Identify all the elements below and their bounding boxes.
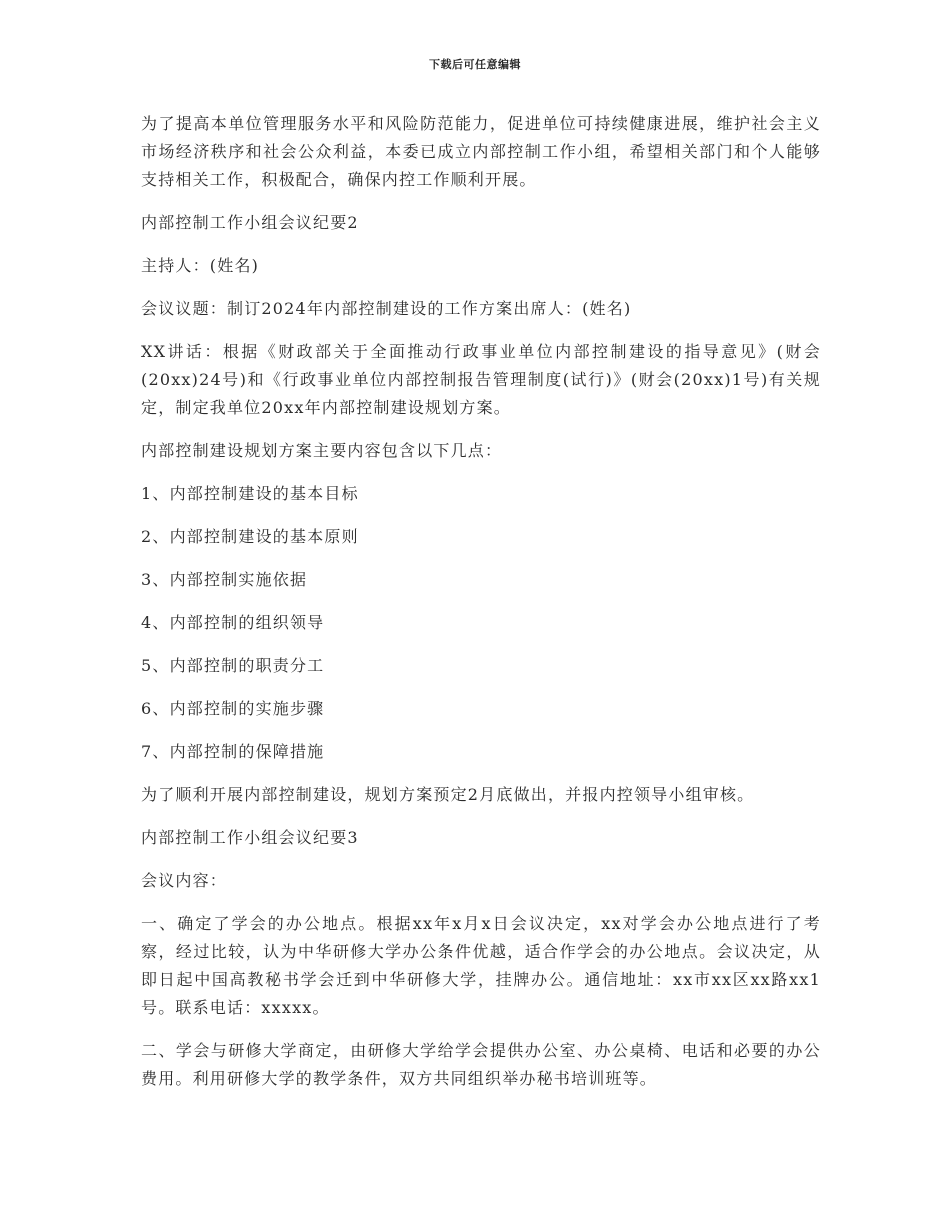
plan-items-list (141, 480, 821, 766)
list-item: 4、内部控制的组织领导 (141, 613, 325, 632)
host-line: 主持人：(姓名) (141, 256, 260, 275)
list-item: 6、内部控制的实施步骤 (141, 699, 325, 718)
point-two-paragraph: 二、学会与研修大学商定，由研修大学给学会提供办公室、办公桌椅、电话和必要的办公费用。利用研修大学的教学条件，双方共同组织举办秘书培训班等。 (141, 1041, 821, 1088)
topic-line: 会议议题：制订2024年内部控制建设的工作方案出席人：(姓名) (141, 299, 632, 318)
list-item: 1、内部控制建设的基本目标 (141, 484, 359, 503)
content-label: 会议内容： (141, 871, 228, 890)
plan-paragraph: 为了顺利开展内部控制建设，规划方案预定2月底做出，并报内控领导小组审核。 (141, 785, 755, 804)
speech-paragraph: XX讲话：根据《财政部关于全面推动行政事业单位内部控制建设的指导意见》(财会(20xx)24号)和《行政事业单位内部控制报告管理制度(试行)》(财会(20xx)1号)有关规定，制定我单位20xx年内部控制建设规划方案。 (141, 342, 821, 417)
intro-paragraph: 为了提高本单位管理服务水平和风险防范能力，促进单位可持续健康进展，维护社会主义市场经济秩序和社会公众利益，本委已成立内部控制工作小组，希望相关部门和个人能够支持相关工作，积极配合，确保内控工作顺利开展。 (141, 114, 821, 189)
list-item: 7、内部控制的保障措施 (141, 742, 325, 761)
section-heading-3: 内部控制工作小组会议纪要3 (141, 828, 359, 847)
list-item: 2、内部控制建设的基本原则 (141, 527, 359, 546)
plan-intro-line: 内部控制建设规划方案主要内容包含以下几点： (141, 441, 503, 460)
list-item: 3、内部控制实施依据 (141, 570, 308, 589)
point-one-paragraph: 一、确定了学会的办公地点。根据xx年x月x日会议决定，xx对学会办公地点进行了考察，经过比较，认为中华研修大学办公条件优越，适合作学会的办公地点。会议决定，从即日起中国高教秘书学会迁到中华研修大学，挂牌办公。通信地址：xx市xx区xx路xx1号。联系电话：xxxxx。 (141, 914, 821, 1017)
section-heading-2: 内部控制工作小组会议纪要2 (141, 213, 359, 232)
document-body (141, 110, 821, 1108)
page-header: 下载后可任意编辑 (429, 58, 521, 71)
list-item: 5、内部控制的职责分工 (141, 656, 325, 675)
